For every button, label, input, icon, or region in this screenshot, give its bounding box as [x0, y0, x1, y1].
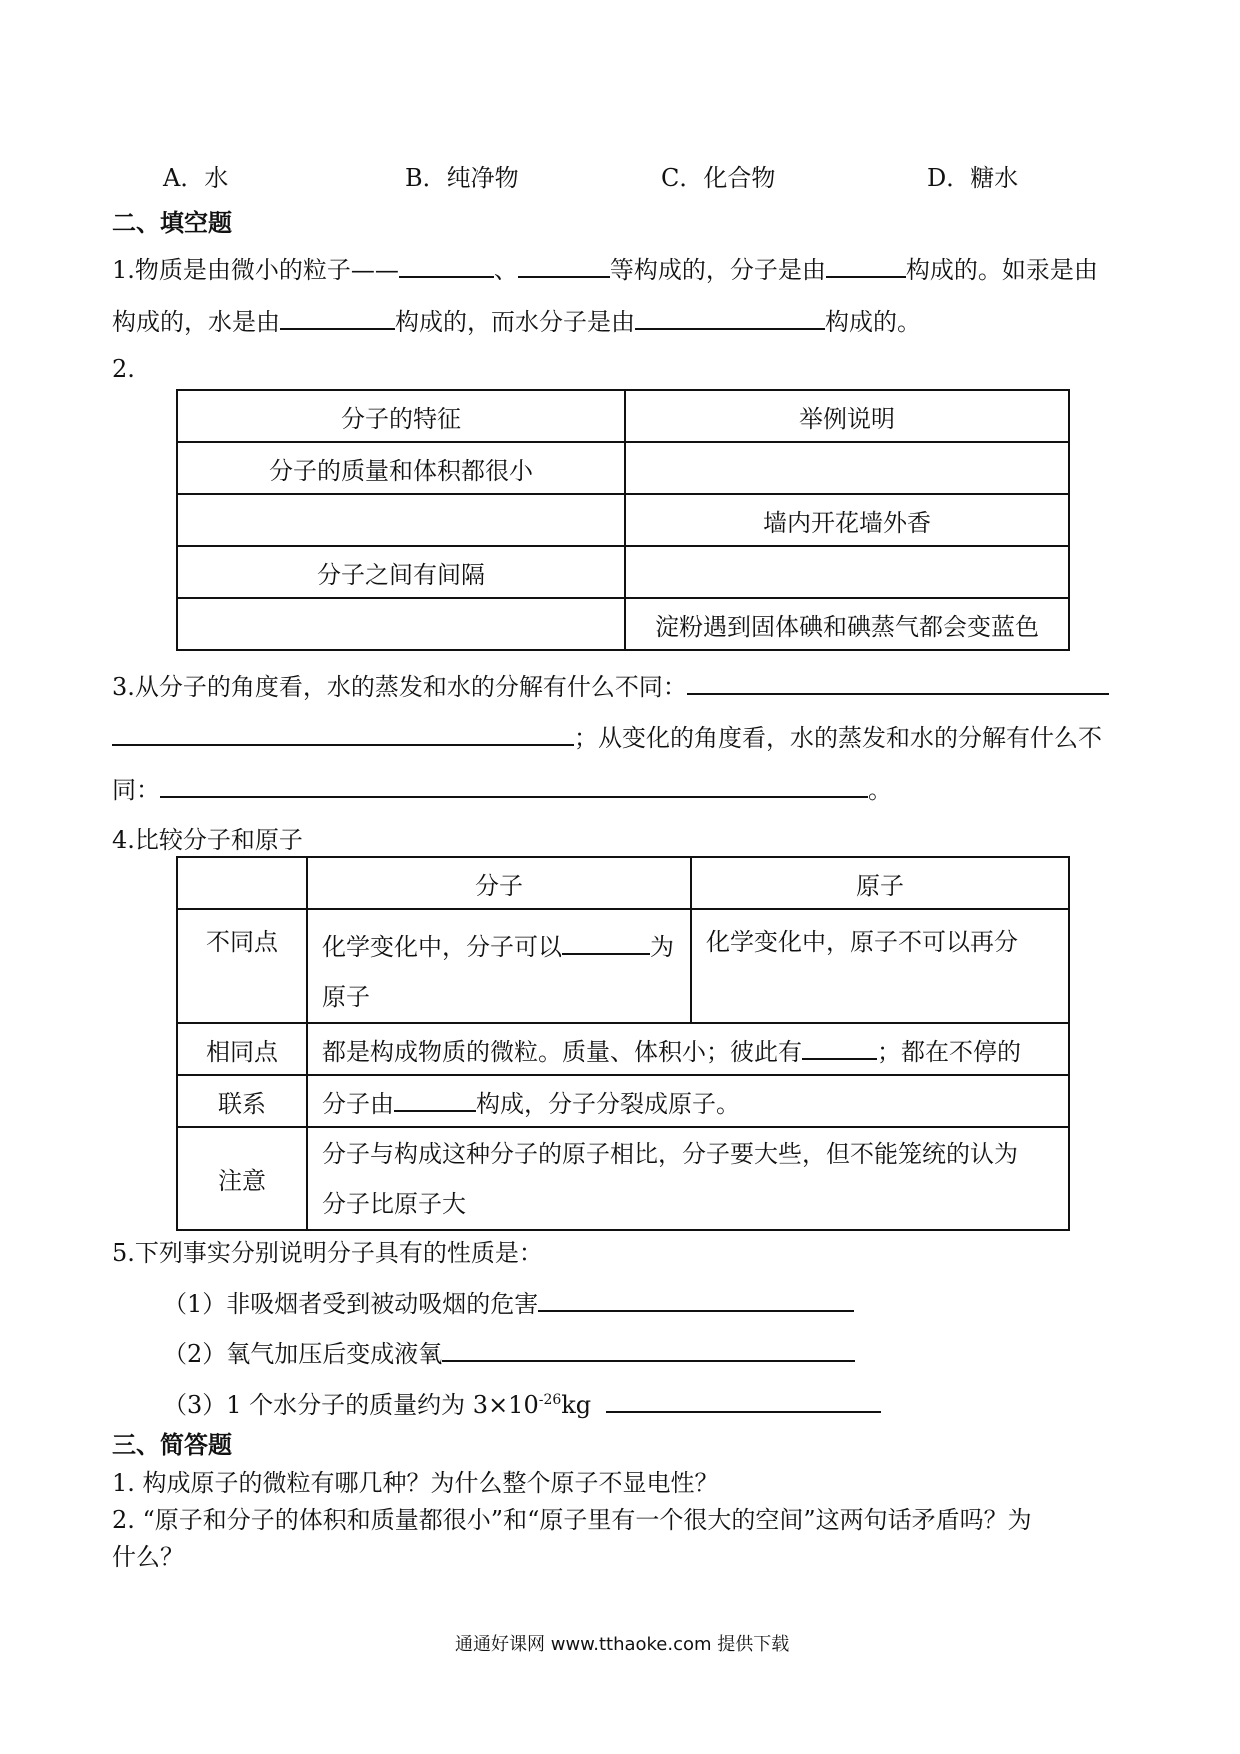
question-3-line2: [112, 718, 1102, 753]
q5-blank-3[interactable]: [606, 1391, 881, 1413]
link-blank[interactable]: [394, 1084, 476, 1112]
cell-text: 分子比原子大: [322, 1189, 466, 1218]
cell-text: 构成，分子分裂成原子。: [476, 1089, 740, 1118]
row-label: 相同点: [177, 1023, 307, 1075]
question-2-number: 2.: [112, 355, 135, 383]
section-title-fill-in: 二、填空题: [112, 209, 232, 237]
table-cell-answer[interactable]: [625, 442, 1069, 494]
q1-blank-5[interactable]: [635, 302, 825, 330]
option-b: B．纯净物: [405, 164, 519, 192]
table-cell: [307, 909, 691, 1023]
table-header: 原子: [691, 857, 1069, 909]
question-5-item2: [163, 1334, 855, 1369]
cell-text: 原子: [322, 983, 370, 1011]
q3-text: 3.从分子的角度看，水的蒸发和水的分解有什么不同：: [112, 673, 687, 701]
q1-text: 、: [493, 256, 518, 284]
q5-text: （3）1 个水分子的质量约为 3×10: [163, 1391, 539, 1419]
cell-text: 化学变化中，分子可以: [322, 933, 562, 961]
diff-blank[interactable]: [562, 927, 650, 955]
q1-blank-4[interactable]: [280, 302, 395, 330]
q5-text: （2）氧气加压后变成液氧: [163, 1340, 443, 1368]
option-c: C．化合物: [661, 164, 776, 192]
row-label: 联系: [177, 1075, 307, 1127]
table-cell: 化学变化中，原子不可以再分: [691, 909, 1069, 1023]
table-cell: [307, 1127, 1069, 1230]
molecule-features-table: [176, 389, 1070, 651]
table-cell-answer[interactable]: [177, 494, 625, 546]
row-label: 不同点: [177, 909, 307, 1023]
question-5-item3: [163, 1385, 881, 1420]
q3-text: ；从变化的角度看，水的蒸发和水的分解有什么不: [574, 724, 1102, 752]
footer-source: 通通好课网 www.tthaoke.com 提供下载: [455, 1634, 790, 1655]
table-cell: [307, 1075, 1069, 1127]
q5-blank-2[interactable]: [442, 1340, 855, 1362]
q1-text: 构成的，而水分子是由: [395, 308, 635, 336]
short-answer-q2-line2: 什么？: [112, 1543, 184, 1571]
q5-blank-1[interactable]: [538, 1290, 854, 1312]
q1-text: 1.物质是由微小的粒子——: [112, 256, 399, 284]
q3-blank-2[interactable]: [112, 724, 574, 746]
question-5-item1: [163, 1284, 854, 1319]
question-3-line3: [112, 770, 892, 805]
q1-text: 构成的。如汞是由: [905, 256, 1098, 284]
q3-text: 同：: [112, 776, 160, 804]
q3-text: 。: [868, 776, 892, 804]
cell-text: 都是构成物质的微粒。质量、体积小；彼此有: [322, 1037, 802, 1066]
q1-blank-1[interactable]: [399, 250, 494, 278]
table-cell-answer[interactable]: [177, 598, 625, 650]
q1-text: 构成的。: [825, 308, 921, 336]
cell-text: 为: [650, 933, 674, 961]
cell-text: ；都在不停的: [877, 1037, 1021, 1066]
q5-exponent: -26: [538, 1392, 562, 1408]
q1-blank-3[interactable]: [826, 250, 906, 278]
q5-text: （1）非吸烟者受到被动吸烟的危害: [163, 1290, 539, 1318]
table-cell: 墙内开花墙外香: [625, 494, 1069, 546]
molecule-atom-compare-table: [176, 856, 1070, 1231]
q3-blank-3[interactable]: [160, 776, 868, 798]
q1-text: 构成的，水是由: [112, 308, 280, 336]
question-4-title: 4.比较分子和原子: [112, 826, 303, 854]
table-header: 分子的特征: [177, 390, 625, 442]
same-blank[interactable]: [802, 1032, 877, 1060]
q1-blank-2[interactable]: [518, 250, 610, 278]
cell-text: 分子与构成这种分子的原子相比，分子要大些，但不能笼统的认为: [322, 1139, 1018, 1168]
table-cell: 分子的质量和体积都很小: [177, 442, 625, 494]
table-header: 举例说明: [625, 390, 1069, 442]
question-1-line2: [112, 302, 921, 337]
section-title-short-answer: 三、简答题: [112, 1431, 232, 1459]
question-1-line1: [112, 250, 1098, 285]
option-d: D．糖水: [927, 164, 1019, 192]
table-header: 分子: [307, 857, 691, 909]
table-cell-answer[interactable]: [625, 546, 1069, 598]
question-3-line1: [112, 667, 1109, 702]
short-answer-q1: 1. 构成原子的微粒有哪几种？为什么整个原子不显电性？: [112, 1469, 719, 1497]
cell-text: 分子由: [322, 1089, 394, 1118]
table-cell: 分子之间有间隔: [177, 546, 625, 598]
question-5-title: 5.下列事实分别说明分子具有的性质是：: [112, 1239, 543, 1267]
option-a: A．水: [163, 164, 229, 192]
table-corner-cell: [177, 857, 307, 909]
short-answer-q2-line1: 2. “原子和分子的体积和质量都很小”和“原子里有一个很大的空间”这两句话矛盾吗？为: [112, 1506, 1032, 1534]
table-cell: 淀粉遇到固体碘和碘蒸气都会变蓝色: [625, 598, 1069, 650]
q5-text: kg: [561, 1391, 592, 1419]
q1-text: 等构成的，分子是由: [609, 256, 826, 284]
q3-blank-1[interactable]: [687, 673, 1109, 695]
row-label: 注意: [177, 1127, 307, 1230]
table-cell: [307, 1023, 1069, 1075]
